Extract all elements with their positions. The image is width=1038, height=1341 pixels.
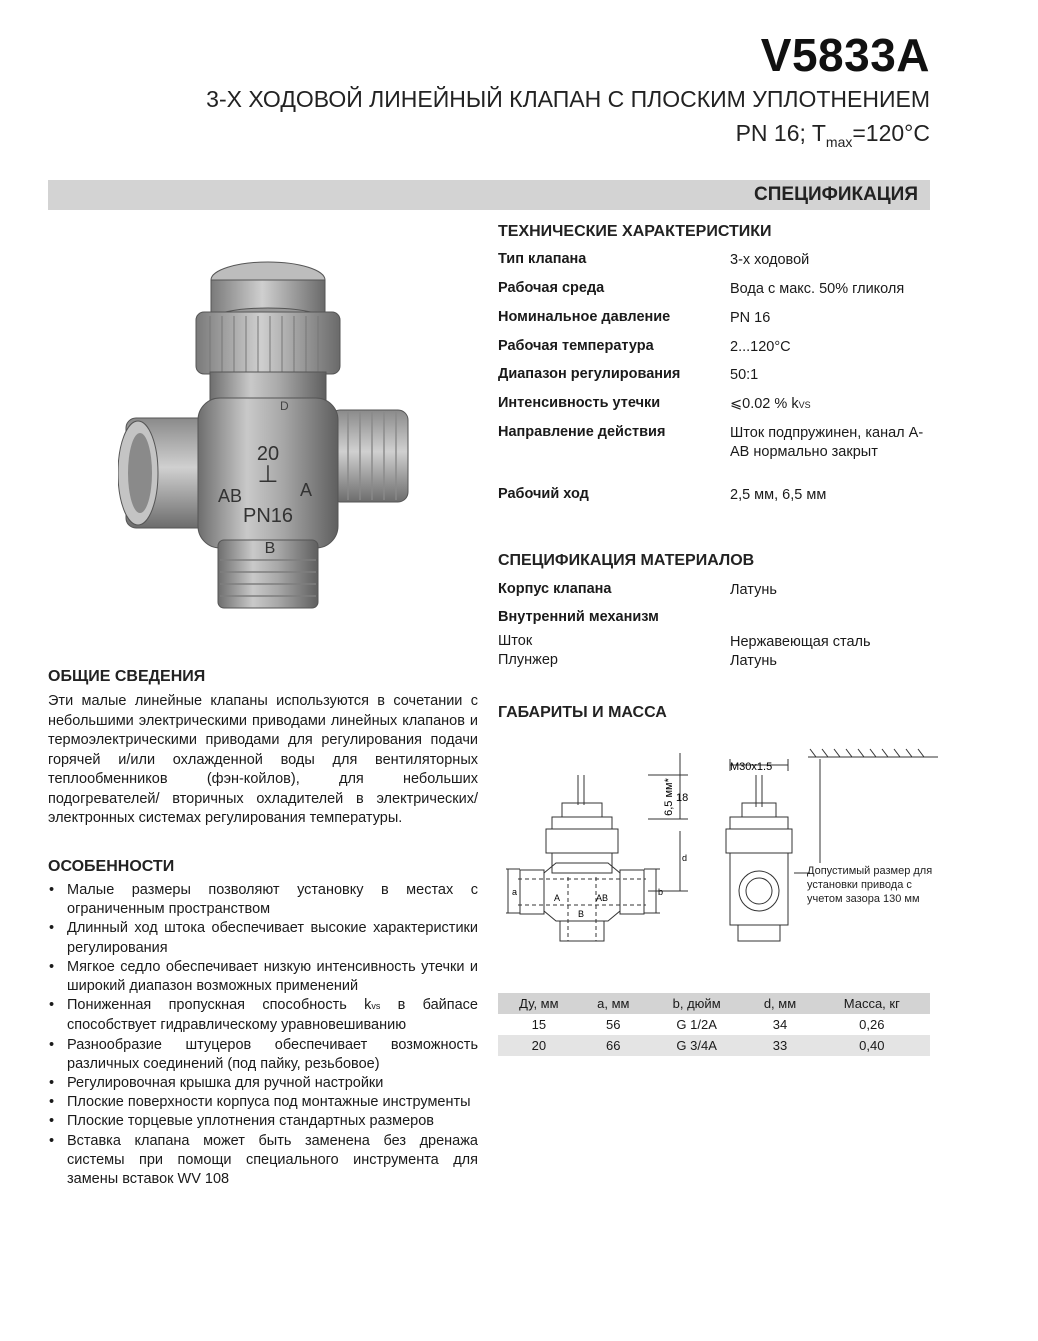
port-ab-label: AB <box>596 893 609 903</box>
dimensions-table <box>498 993 930 1056</box>
cast-mark-b: B <box>264 540 276 557</box>
materials-section-title: СПЕЦИФИКАЦИЯ МАТЕРИАЛОВ <box>498 552 755 569</box>
features-section-title: ОСОБЕННОСТИ <box>48 858 175 875</box>
materials-value-stem: Нержавеющая сталь <box>730 634 871 650</box>
thread-label: M30x1.5 <box>730 761 773 773</box>
rating-pre: PN 16; T <box>735 120 826 146</box>
list-item: • Плоские торцевые уплотнения стандартных размеров <box>48 1112 478 1131</box>
rating-post: =120°C <box>852 120 930 146</box>
dim-b-label: b <box>658 887 664 897</box>
materials-key-body: Корпус клапана <box>498 581 612 597</box>
tech-row-key: Рабочая температура <box>498 338 654 354</box>
column-header: b, дюйм <box>647 993 747 1014</box>
tech-row-value-sub: VS <box>798 400 811 410</box>
cast-mark-pn: PN16 <box>242 505 294 527</box>
tech-row-value: Вода с макс. 50% гликоля <box>730 281 905 297</box>
column-header: d, мм <box>746 993 813 1014</box>
table-cell: 66 <box>580 1035 647 1056</box>
tech-row-value: 3-х ходовой <box>730 252 810 268</box>
dimensions-section-title: ГАБАРИТЫ И МАССА <box>498 704 667 721</box>
tech-row-key: Интенсивность утечки <box>498 395 661 411</box>
column-header: a, мм <box>580 993 647 1014</box>
tech-row-value: 50:1 <box>730 367 759 383</box>
column-header: Масса, кг <box>814 993 930 1014</box>
list-item: • Разнообразие штуцеров обеспечивает возможность различных соединений (под пайку, резьбовое) <box>48 1036 478 1074</box>
cast-mark-ab: AB <box>217 486 243 506</box>
tech-row-key: Рабочий ход <box>498 486 589 502</box>
stroke-label: 6,5 мм* <box>663 778 675 816</box>
dimension-drawing <box>498 745 938 955</box>
table-cell: 0,26 <box>859 1017 885 1032</box>
features-list <box>48 881 478 1189</box>
model-title: V5833A <box>760 29 930 81</box>
dim-a-label: a <box>512 887 518 897</box>
list-item: • Регулировочная крышка для ручной настройки <box>48 1074 478 1093</box>
spec-banner <box>48 180 930 210</box>
materials-key-stem: Шток <box>498 633 533 649</box>
table-cell: G 1/2A <box>676 1017 717 1032</box>
list-item: • Вставка клапана может быть заменена без дренажа системы при помощи специального инструмента для замены вставок WV 108 <box>48 1132 478 1190</box>
materials-key-plug: Плунжер <box>498 652 558 668</box>
table-cell: 20 <box>498 1035 580 1056</box>
list-item: • Длинный ход штока обеспечивает высокие характеристики регулирования <box>48 919 478 957</box>
general-text: Эти малые линейные клапаны используются в сочетании с небольшими электрическими приводами линейных клапанов и термоэлектрическими приводами для регулирования подачи горячей и/или охлажденной воды для вентиляторных теплообменников (фэн-койлов), для небольших подогревателей/ вторичных охладителей в электрических/электронных системах регулирования температуры. <box>48 693 478 826</box>
kvs-item-sub: vs <box>371 1001 381 1012</box>
tech-row-value-wrap <box>730 395 930 415</box>
list-item: • Мягкое седло обеспечивает низкую интенсивность утечки и широкий диапазон возможных применений <box>48 958 478 996</box>
tech-row-key: Диапазон регулирования <box>498 366 681 382</box>
port-b-label: B <box>578 909 585 919</box>
kvs-item-post: в байпасе способствует гидравлическому уравновешиванию <box>67 997 478 1034</box>
tech-row-value: PN 16 <box>730 310 771 326</box>
materials-value-plug: Латунь <box>730 653 777 669</box>
cast-mark-a: A <box>299 480 313 500</box>
valve-photo <box>118 250 418 620</box>
tech-row-key: Номинальное давление <box>498 309 671 325</box>
table-row <box>498 1035 930 1056</box>
kvs-item-pre: Пониженная пропускная способность k <box>67 997 372 1014</box>
table-cell: 33 <box>746 1035 813 1056</box>
mounting-note: Допустимый размер для установки привода с учетом зазора 130 мм <box>807 865 933 905</box>
cast-mark-size: 20 <box>256 443 280 465</box>
list-item <box>48 996 478 1035</box>
tech-row-key: Направление действия <box>498 424 666 440</box>
cast-mark-top: D <box>280 399 289 413</box>
tech-row-key: Рабочая среда <box>498 280 605 296</box>
port-a-label: A <box>554 893 561 903</box>
materials-value-body: Латунь <box>730 582 777 598</box>
table-cell: 0,40 <box>814 1035 930 1056</box>
list-item: • Плоские поверхности корпуса под монтажные инструменты <box>48 1093 478 1112</box>
tech-row-value: 2,5 мм, 6,5 мм <box>730 487 827 503</box>
dim-d-label: d <box>682 853 688 863</box>
height-label: 18 <box>676 792 689 804</box>
tech-row-key: Тип клапана <box>498 251 587 267</box>
list-item: • Малые размеры позволяют установку в местах с ограниченным пространством <box>48 881 478 919</box>
table-cell: 34 <box>772 1017 788 1032</box>
materials-key-internal: Внутренний механизм <box>498 609 659 625</box>
table-cell: G 3/4A <box>647 1035 747 1056</box>
table-header-row <box>498 993 930 1014</box>
table-row <box>498 1014 930 1035</box>
tech-row-value: ⩽0.02 % k <box>730 396 799 412</box>
spec-banner-label: СПЕЦИФИКАЦИЯ <box>754 184 918 205</box>
table-cell: 15 <box>531 1017 547 1032</box>
rating-sub: max <box>825 134 853 150</box>
general-section-title: ОБЩИЕ СВЕДЕНИЯ <box>48 668 206 685</box>
tech-row-value: 2...120°C <box>730 339 791 355</box>
column-header: Ду, мм <box>498 993 580 1014</box>
tech-row-value: Шток подпружинен, канал А-АВ нормально закрыт <box>730 425 924 460</box>
product-subtitle: 3-Х ХОДОВОЙ ЛИНЕЙНЫЙ КЛАПАН С ПЛОСКИМ УПЛОТНЕНИЕМ <box>206 86 930 112</box>
pressure-temperature-rating <box>735 120 930 150</box>
table-cell: 56 <box>606 1017 621 1032</box>
flow-arrow-icon: ⊥ <box>257 461 279 488</box>
tech-section-title: ТЕХНИЧЕСКИЕ ХАРАКТЕРИСТИКИ <box>498 223 772 240</box>
